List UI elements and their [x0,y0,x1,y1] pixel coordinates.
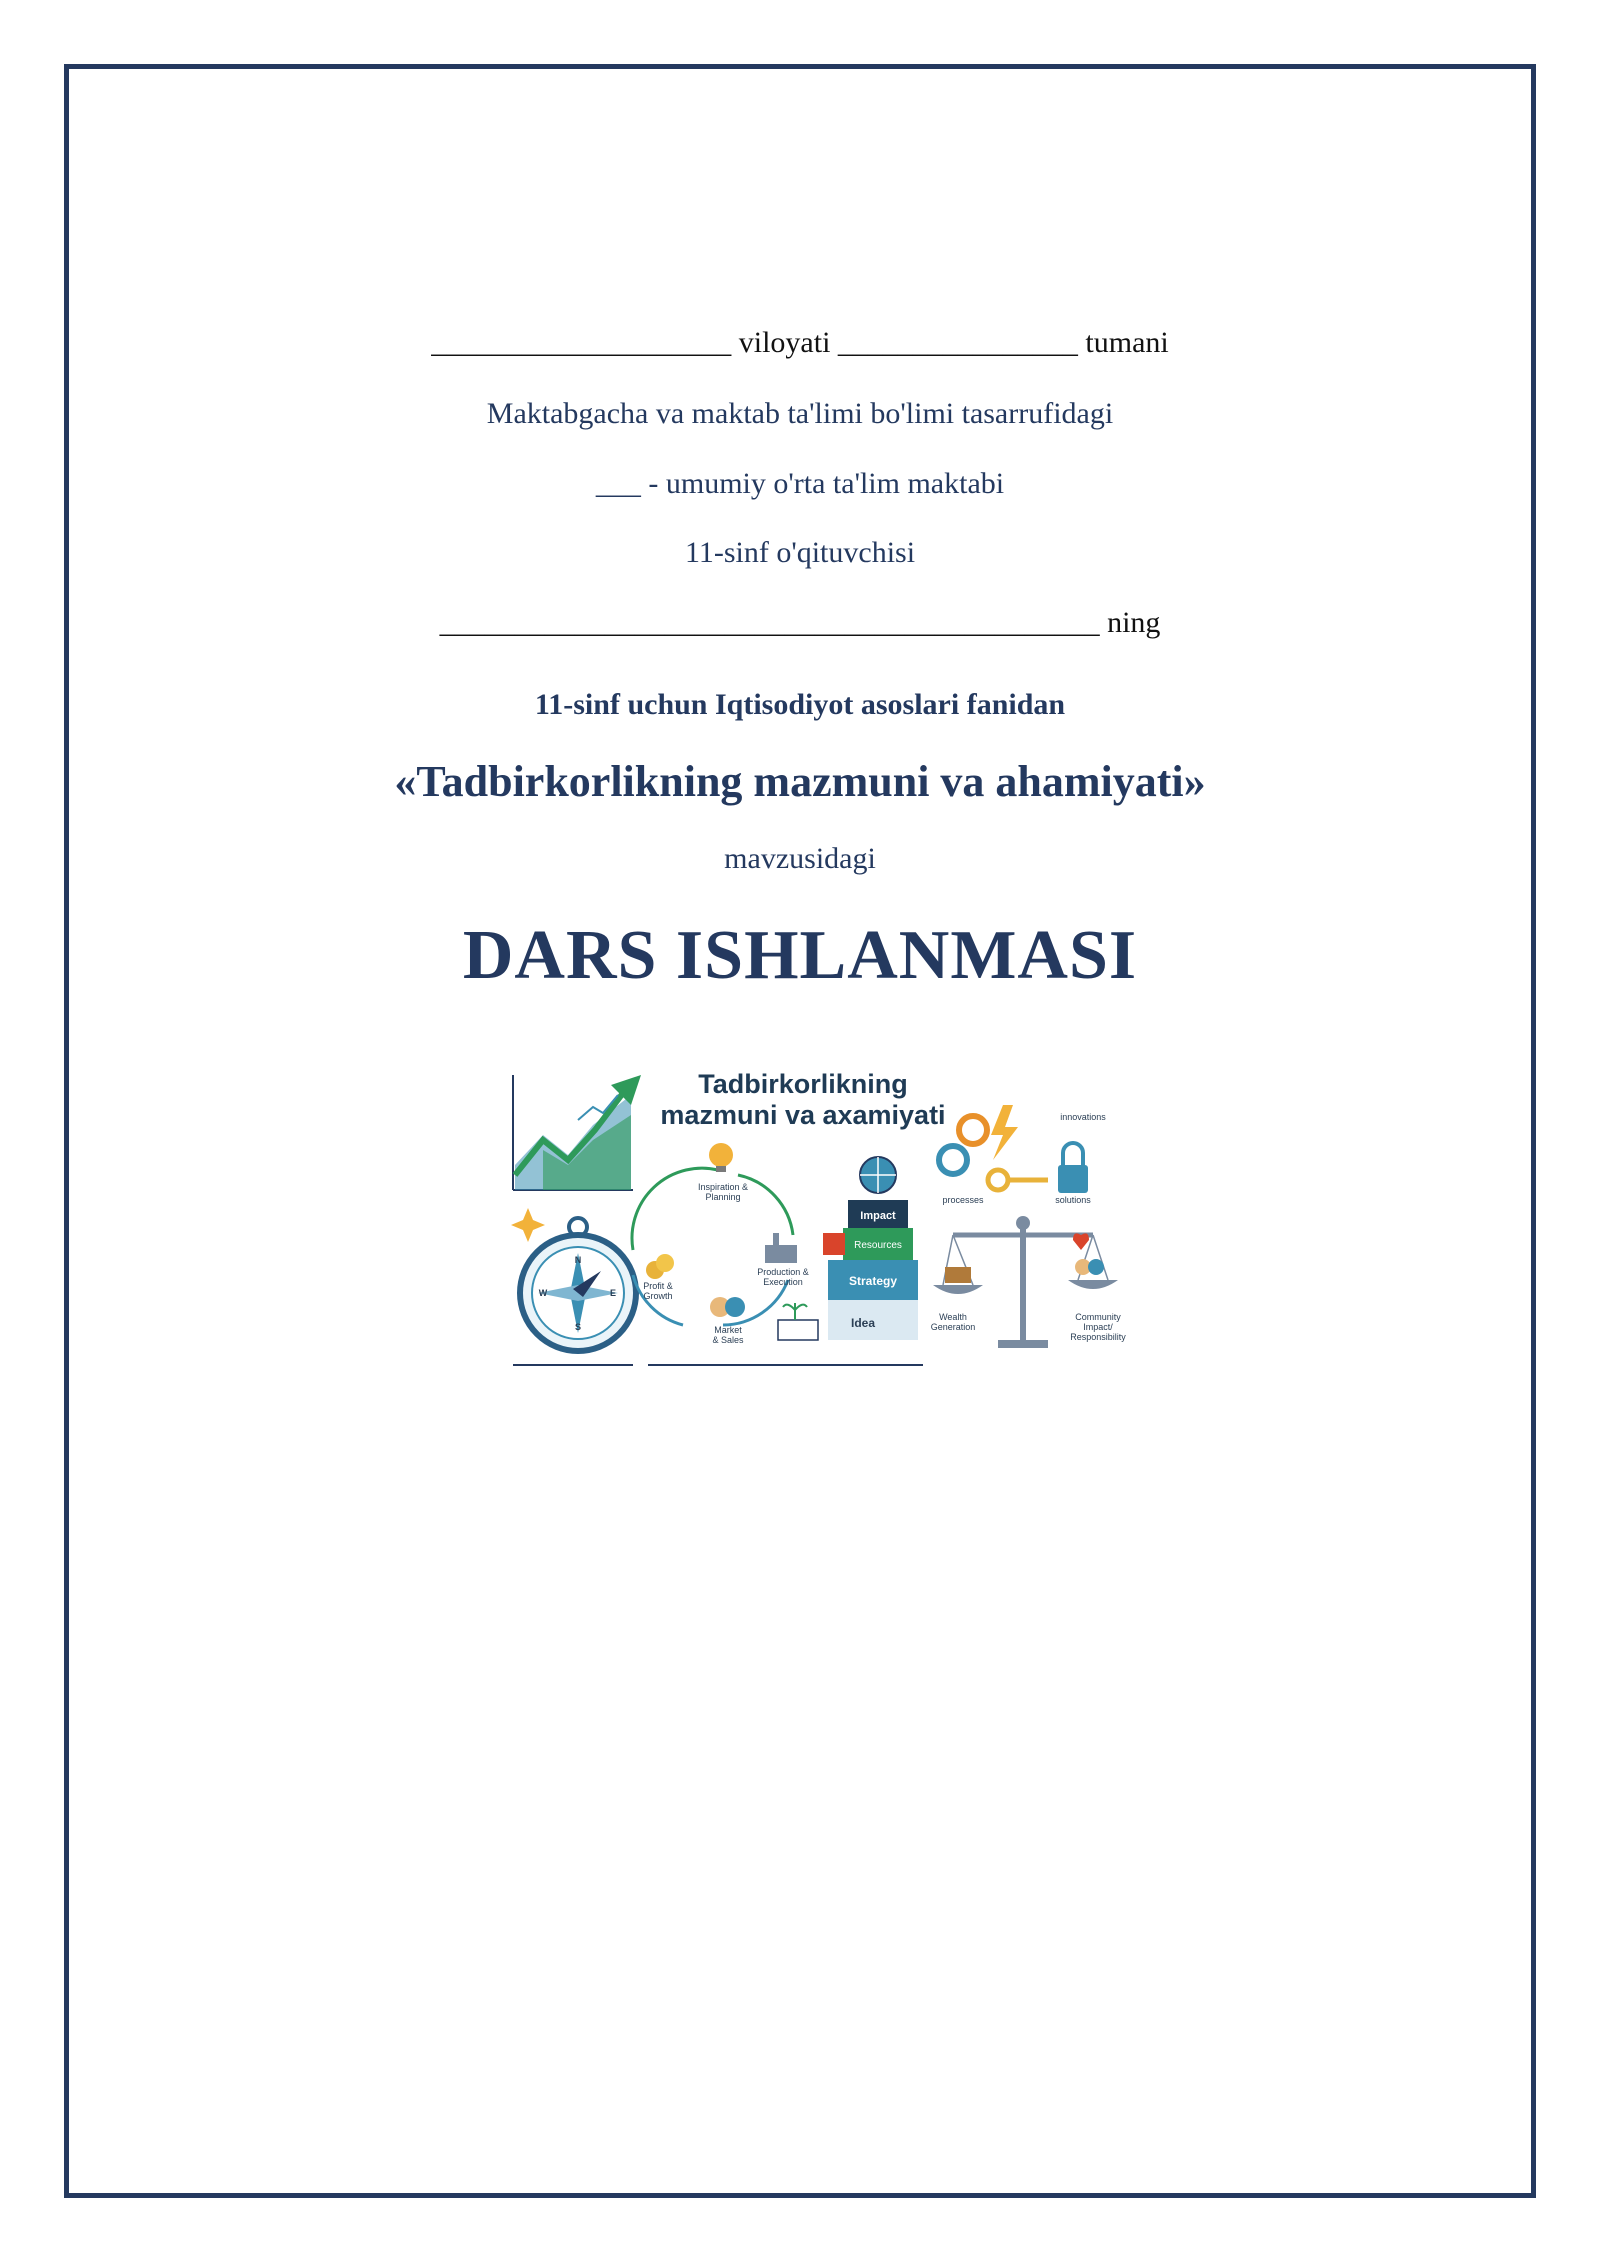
briefcase-icon [823,1233,845,1255]
school-line: ___ - umumiy o'rta ta'lim maktabi [595,467,1005,500]
treasure-chest-icon [945,1267,971,1283]
gear-icon [939,1146,967,1174]
teacher-line: 11-sinf o'qituvchisi [684,536,916,569]
illustration-title-1: Tadbirkorlikning [698,1069,908,1099]
factory-icon [765,1245,797,1263]
compass-n-label: N [574,1255,582,1265]
lightbulb-icon [709,1143,733,1167]
cycle-sales: & Sales [712,1335,744,1345]
growth-chart-icon [513,1075,641,1190]
illustration-title-2: mazmuni va axamiyati [660,1100,946,1130]
compass-e-label: E [609,1288,617,1298]
key-icon [988,1170,1008,1190]
lightning-icon [991,1105,1018,1160]
lock-icon [1058,1165,1088,1193]
innovation-icons [939,1105,1106,1205]
compass-icon [511,1208,636,1365]
pyramid-strategy: Strategy [848,1274,898,1288]
heart-icon [1073,1233,1089,1250]
label-community-1: Community [1075,1312,1121,1322]
label-community-3: Responsibility [1070,1332,1126,1342]
topic-suffix: mavzusidagi [724,842,876,875]
department-line: Maktabgacha va maktab ta'limi bo'limi tasarrufidagi [486,397,1114,430]
label-solutions: solutions [1055,1195,1091,1205]
label-community-2: Impact/ [1083,1322,1113,1332]
topic-title: «Tadbirkorlikning mazmuni va ahamiyati» [394,757,1206,806]
subject-line: 11-sinf uchun Iqtisodiyot asoslari fanidan [534,688,1066,721]
document-type-title: DARS ISHLANMASI [462,917,1138,994]
pyramid-impact: Impact [860,1210,896,1222]
cycle-inspiration: Inspiration & [697,1182,749,1192]
name-line: ____________________________________________ ning [439,606,1161,639]
label-wealth-2: Generation [930,1322,976,1332]
pyramid-resources: Resources [854,1240,902,1251]
pyramid-idea: Idea [850,1316,876,1330]
cycle-market: Market [714,1325,742,1335]
label-processes: processes [942,1195,984,1205]
compass-w-label: W [538,1288,548,1298]
region-line: ____________________ viloyati ________________ tumani [431,326,1169,359]
label-innovations: innovations [1060,1112,1106,1122]
sprout-icon [783,1303,807,1320]
strategy-pyramid [778,1157,923,1365]
cycle-growth: Growth [643,1291,673,1301]
gear-icon [959,1116,987,1144]
label-wealth-1: Wealth [939,1312,967,1322]
cycle-execution: Execution [763,1277,803,1287]
cycle-planning: Planning [705,1192,741,1202]
cycle-profit: Profit & [643,1281,673,1291]
cycle-production: Production & [757,1267,809,1277]
balance-scale-icon [931,1216,1127,1348]
entrepreneurship-illustration [483,1035,1133,1395]
compass-s-label: S [574,1322,582,1332]
